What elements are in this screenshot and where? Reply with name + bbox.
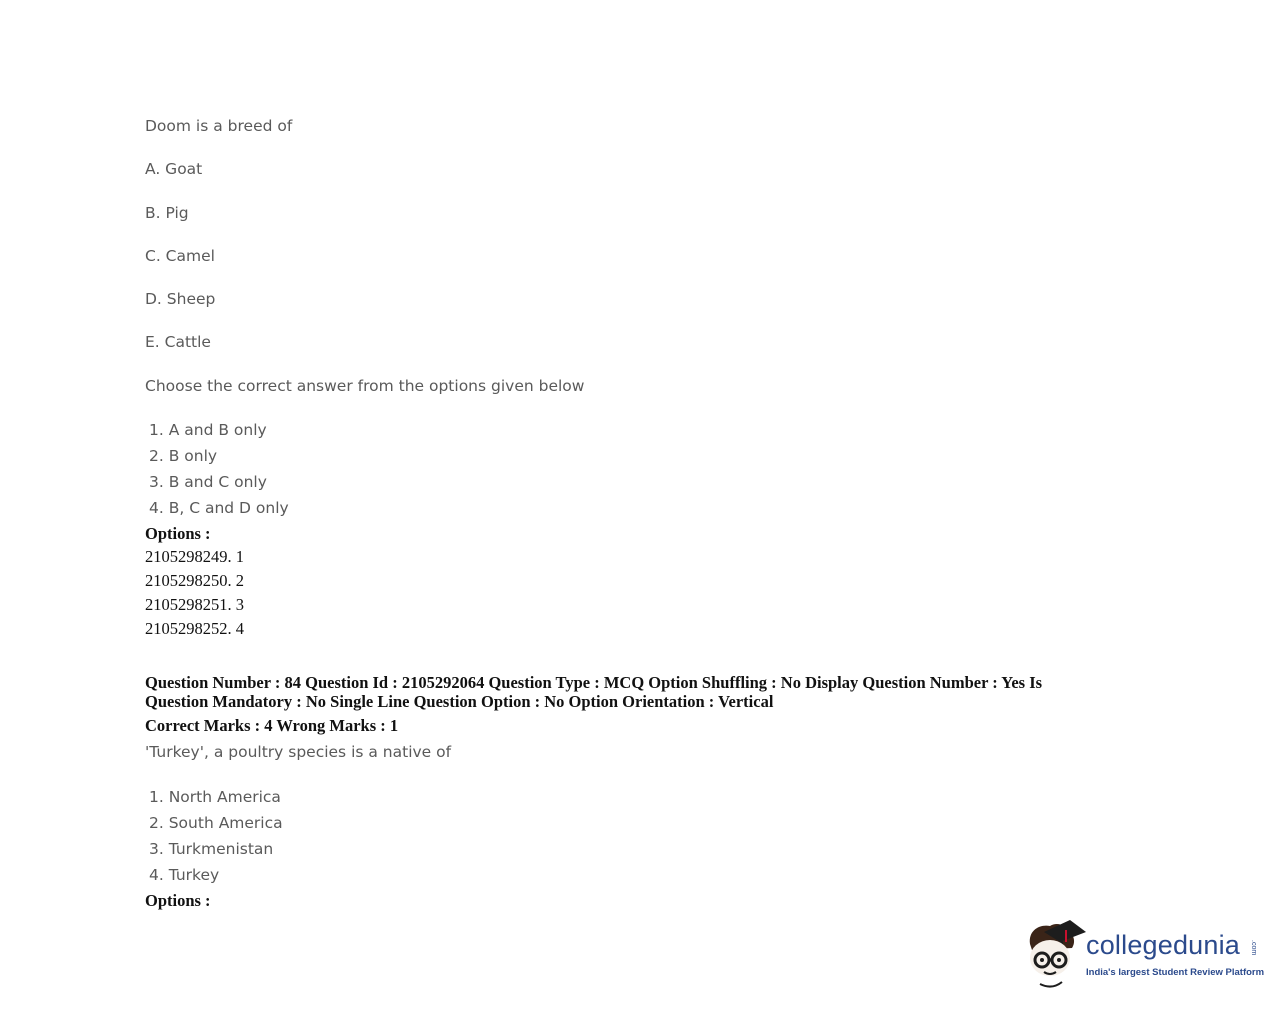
statement-b: B. Pig <box>145 204 189 222</box>
options-label: Options : <box>145 524 211 543</box>
logo-suffix: .com <box>1250 940 1257 956</box>
statement-a: A. Goat <box>145 160 203 178</box>
option-item: 2105298250. 2 <box>145 571 244 590</box>
statement-c: C. Camel <box>145 247 215 265</box>
choice-list <box>149 417 289 521</box>
logo-tagline: India's largest Student Review Platform <box>1086 967 1265 978</box>
statement-e: E. Cattle <box>145 333 211 351</box>
collegedunia-logo <box>1022 918 1265 992</box>
question-meta-line2: Question Mandatory : No Single Line Question Option : No Option Orientation : Vertical <box>145 692 774 711</box>
choice-item: 3. B and C only <box>149 473 267 491</box>
statement-d: D. Sheep <box>145 290 216 308</box>
question-text: Doom is a breed of <box>145 117 293 135</box>
choice-item: 4. B, C and D only <box>149 499 289 517</box>
options-label: Options : <box>145 891 211 910</box>
choice-item: 2. South America <box>149 814 283 832</box>
question-meta-line1: Question Number : 84 Question Id : 2105292064 Question Type : MCQ Option Shuffling : No Display Question Number : Yes Is <box>145 673 1043 692</box>
choice-item: 1. North America <box>149 788 281 806</box>
marks-line: Correct Marks : 4 Wrong Marks : 1 <box>145 716 399 735</box>
choice-item: 3. Turkmenistan <box>149 840 274 858</box>
logo-wordmark: collegedunia <box>1086 930 1241 960</box>
option-item: 2105298252. 4 <box>145 619 244 638</box>
option-item: 2105298249. 1 <box>145 547 244 566</box>
instruction-text: Choose the correct answer from the options given below <box>145 377 585 395</box>
option-item: 2105298251. 3 <box>145 595 244 614</box>
choice-list <box>149 784 283 888</box>
mascot-icon <box>1022 918 1088 992</box>
question-text: 'Turkey', a poultry species is a native of <box>145 743 452 761</box>
choice-item: 2. B only <box>149 447 218 465</box>
choice-item: 1. A and B only <box>149 421 267 439</box>
choice-item: 4. Turkey <box>149 866 220 884</box>
options-list <box>145 545 244 641</box>
